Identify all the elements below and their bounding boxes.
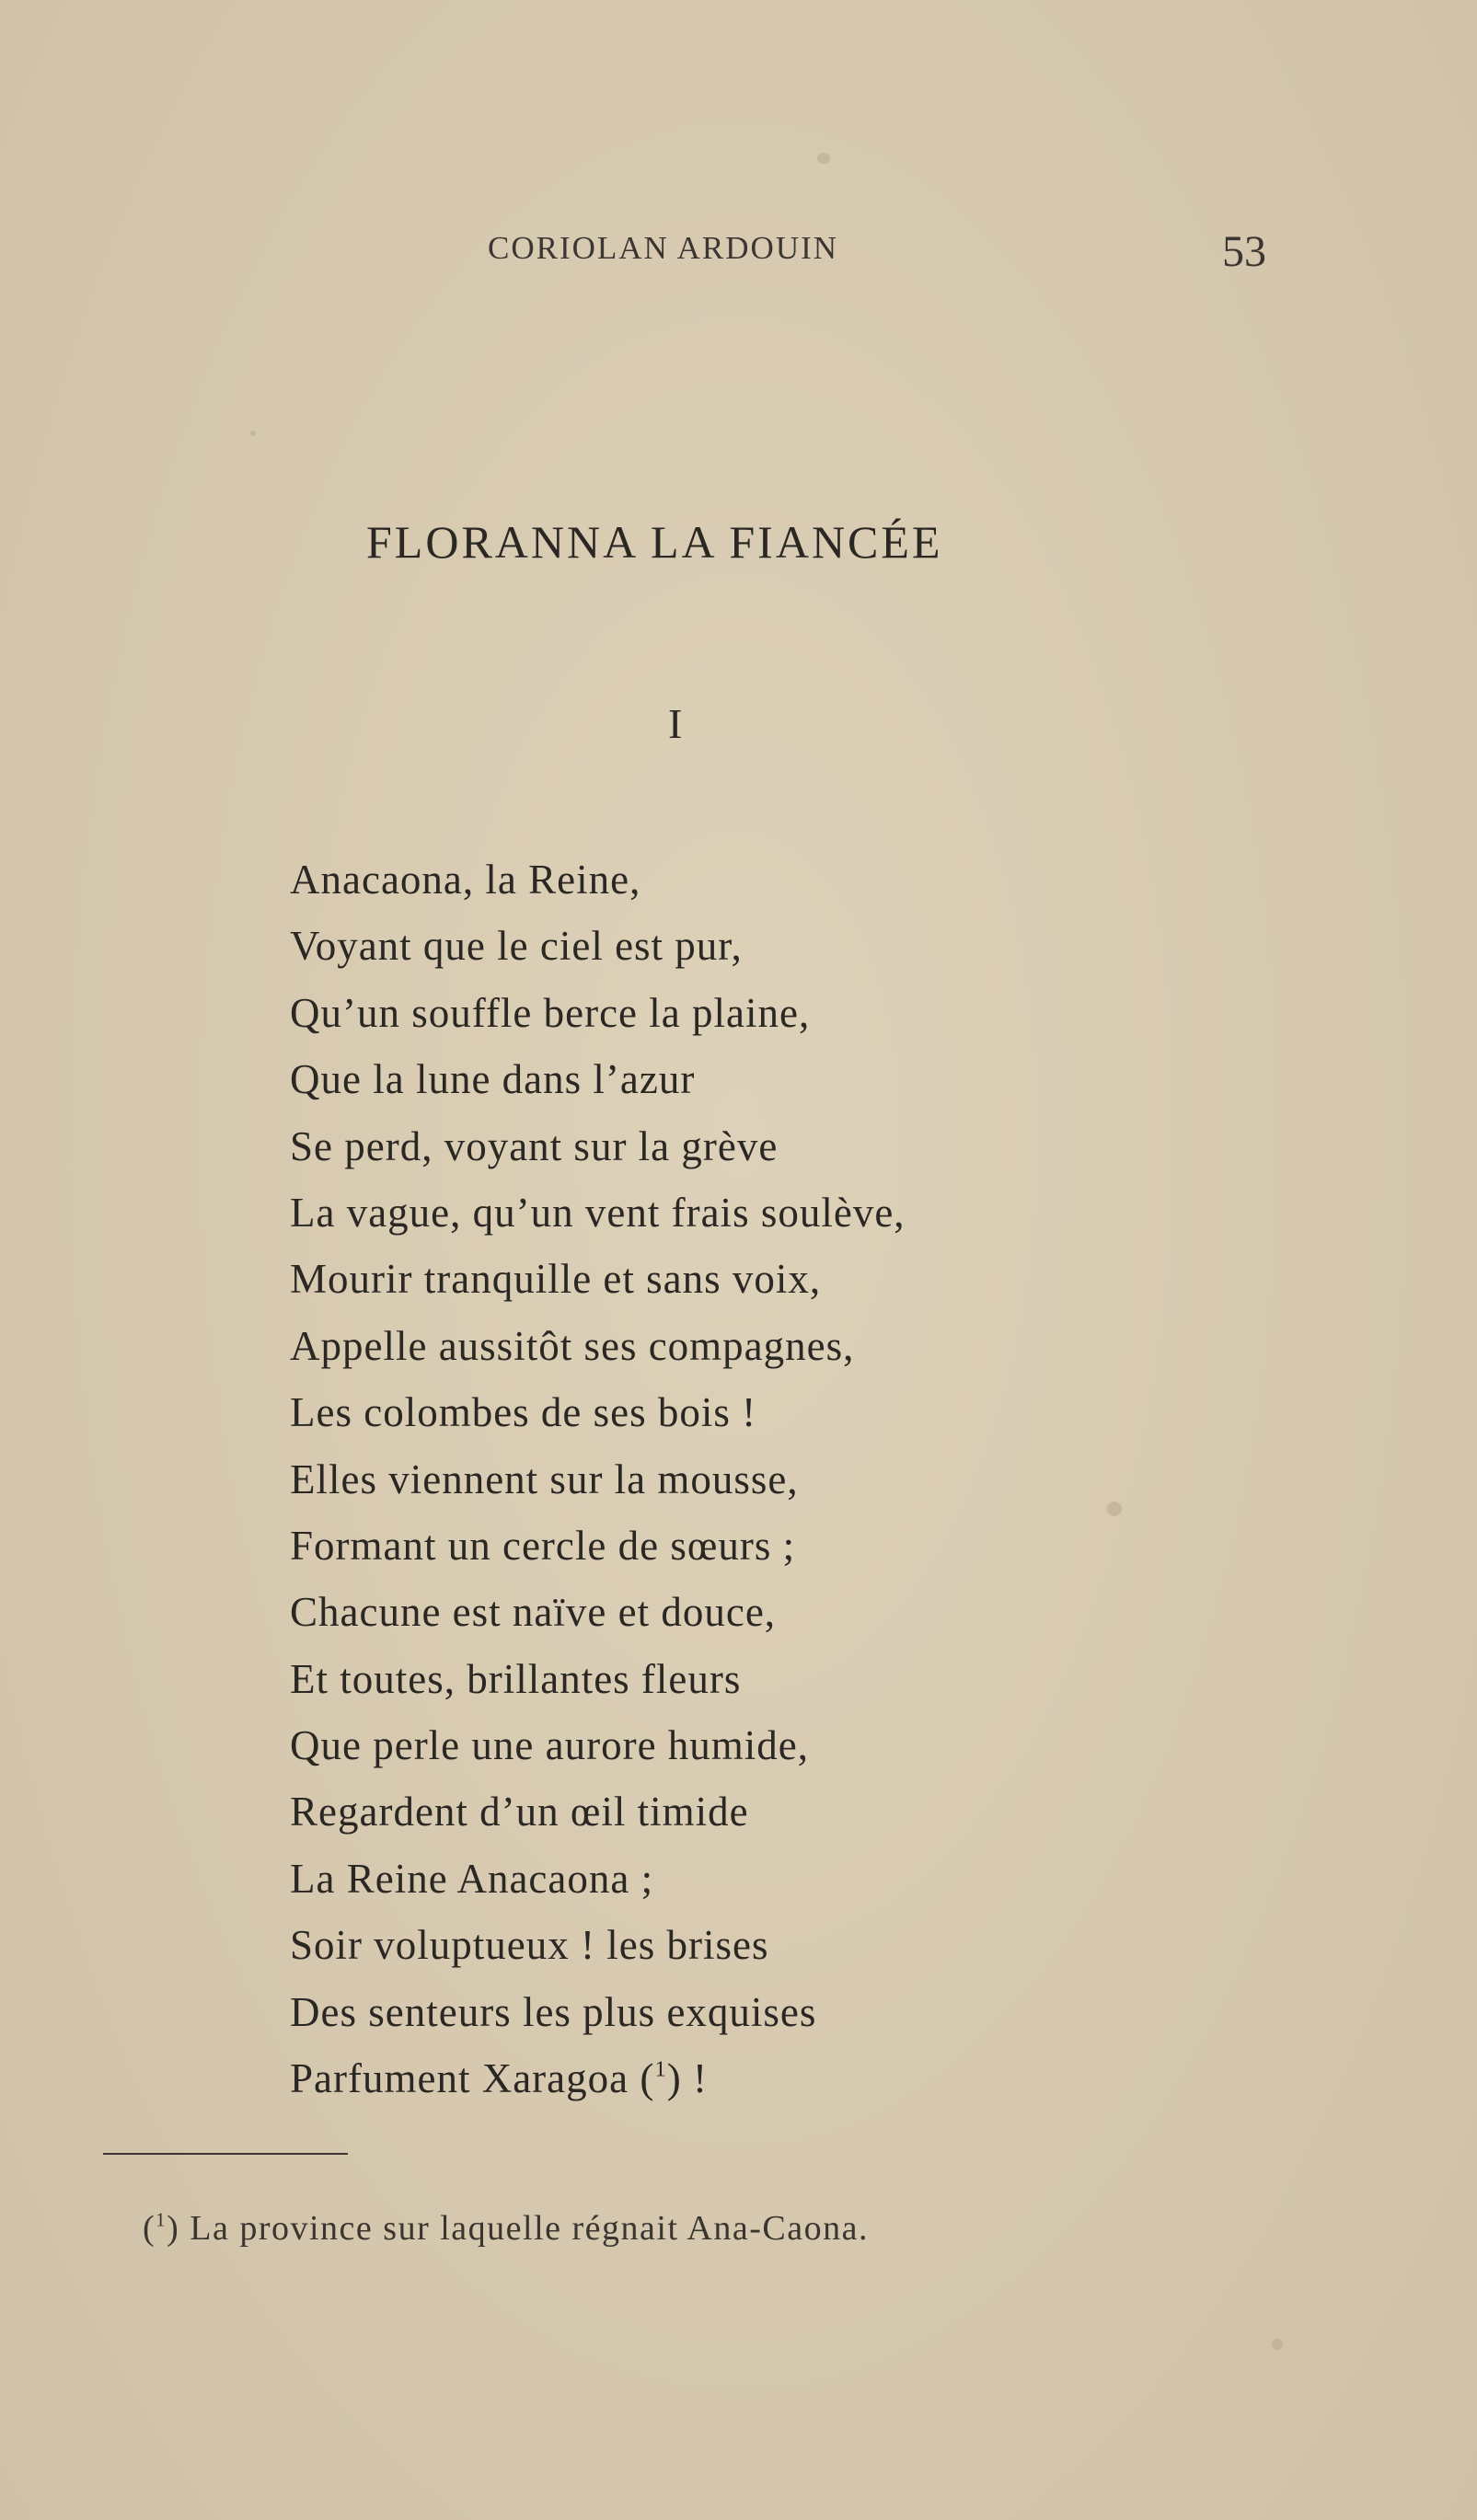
- verse-line-text: Parfument Xaragoa (: [290, 2055, 655, 2102]
- verse-line: Que perle une aurore humide,: [290, 1722, 810, 1769]
- verse-line: La vague, qu’un vent frais soulève,: [290, 1189, 906, 1236]
- footnote-marker-number: 1: [156, 2208, 167, 2231]
- verse-line: Chacune est naïve et douce,: [290, 1589, 777, 1636]
- verse-line: Qu’un souffle berce la plaine,: [290, 989, 811, 1036]
- verse-line: Des senteurs les plus exquises: [290, 1988, 817, 2035]
- verse-line: Elles viennent sur la mousse,: [290, 1456, 799, 1502]
- paper-speck: [817, 153, 830, 164]
- running-head: CORIOLAN ARDOUIN: [488, 230, 839, 266]
- footnote-marker-open: (: [143, 2209, 156, 2248]
- verse-line: Formant un cercle de sœurs ;: [290, 1522, 796, 1569]
- verse-line: Se perd, voyant sur la grève: [290, 1122, 779, 1169]
- verse-line-tail: ) !: [666, 2055, 708, 2102]
- paper-speck: [1107, 1502, 1122, 1516]
- verse-line-last: [290, 2045, 906, 2112]
- footnote: [143, 2208, 869, 2249]
- verse-line: Appelle aussitôt ses compagnes,: [290, 1322, 855, 1369]
- poem-stanza: [290, 846, 906, 2112]
- poem-title: FLORANNA LA FIANCÉE: [366, 516, 943, 568]
- footnote-marker-close: ): [167, 2209, 180, 2248]
- paper-speck: [250, 431, 256, 436]
- verse-line: Les colombes de ses bois !: [290, 1389, 757, 1436]
- footnote-reference: 1: [654, 2056, 667, 2082]
- section-numeral: I: [668, 700, 683, 747]
- verse-line: Soir voluptueux ! les brises: [290, 1922, 769, 1969]
- verse-line: La Reine Anacaona ;: [290, 1855, 654, 1902]
- footnote-text: La province sur laquelle régnait Ana-Caona.: [179, 2209, 869, 2248]
- verse-line: Regardent d’un œil timide: [290, 1789, 749, 1835]
- verse-line: Anacaona, la Reine,: [290, 857, 641, 903]
- verse-line: Mourir tranquille et sans voix,: [290, 1256, 822, 1303]
- page-number: 53: [1222, 227, 1266, 276]
- verse-line: Et toutes, brillantes fleurs: [290, 1655, 742, 1702]
- paper-speck: [1272, 2339, 1283, 2350]
- verse-line: Que la lune dans l’azur: [290, 1056, 696, 1103]
- verse-line: Voyant que le ciel est pur,: [290, 923, 743, 970]
- footnote-rule: [103, 2153, 348, 2155]
